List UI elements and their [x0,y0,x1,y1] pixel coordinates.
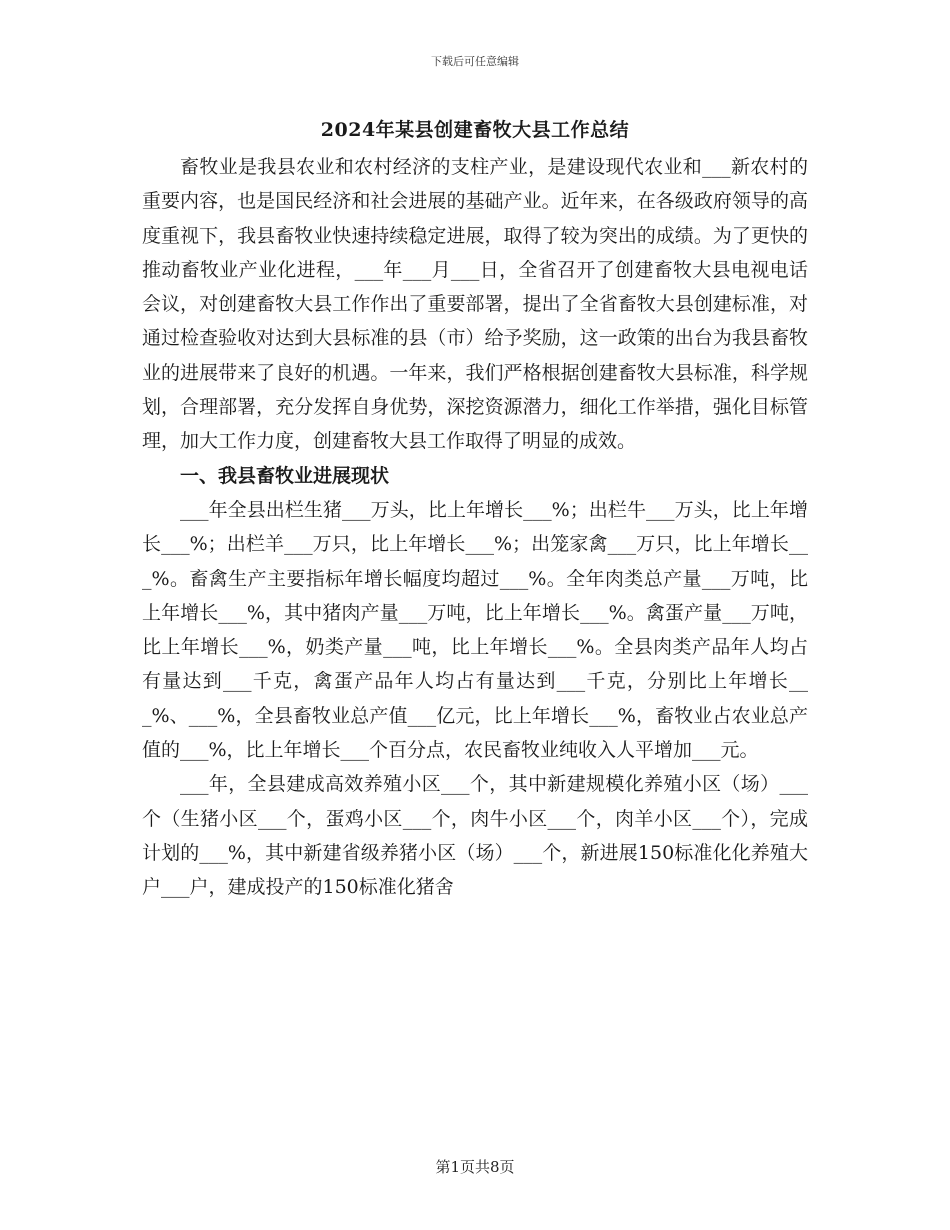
section-heading: 一、我县畜牧业进展现状 [180,464,390,487]
intro-paragraph: 畜牧业是我县农业和农村经济的支柱产业，是建设现代农业和___新农村的重要内容，也是国民经济和社会进展的基础产业。近年来，在各级政府领导的高度重视下，我县畜牧业快速持续稳定进展，取得了较为突出的成绩。为了更快的推动畜牧业产业化进程，___年___月___日，全省召开了创建畜牧大县电视电话会议，对创建畜牧大县工作作出了重要部署，提出了全省畜牧大县创建标准，对通过检查验收对达到大县标准的县（市）给予奖励，这一政策的出台为我县畜牧业的进展带来了良好的机遇。一年来，我们严格根据创建畜牧大县标准，科学规划，合理部署，充分发挥自身优势，深挖资源潜力，细化工作举措，强化目标管理，加大工作力度，创建畜牧大县工作取得了明显的成效。 [142,156,808,453]
page-number: 第1页共8页 [435,1158,515,1176]
download-edit-note: 下载后可任意编辑 [431,55,519,68]
section-paragraph-1: ___年全县出栏生猪___万头，比上年增长___%；出栏牛___万头，比上年增长___%；出栏羊___万只，比上年增长___%；出笼家禽___万只，比上年增长___%。畜禽生产主要指标年增长幅度均超过___%。全年肉类总产量___万吨，比上年增长___%，其中猪肉产量___万吨，比上年增长___%。禽蛋产量___万吨，比上年增长___%，奶类产量___吨，比上年增长___%。全县肉类产品年人均占有量达到___千克，禽蛋产品年人均占有量达到___千克，分别比上年增长___%、___%，全县畜牧业总产值___亿元，比上年增长___%，畜牧业占农业总产值的___%，比上年增长___个百分点，农民畜牧业纯收入人平增加___元。 [142,498,808,762]
document-title: 2024年某县创建畜牧大县工作总结 [320,119,630,141]
document-body [142,150,808,905]
section-paragraph-2: ___年，全县建成高效养殖小区___个，其中新建规模化养殖小区（场）___个（生猪小区___个，蛋鸡小区___个，肉牛小区___个，肉羊小区___个），完成计划的___%，其中新建省级养猪小区（场）___个，新进展150标准化化养殖大户___户，建成投产的150标准化猪舍 [142,773,808,899]
